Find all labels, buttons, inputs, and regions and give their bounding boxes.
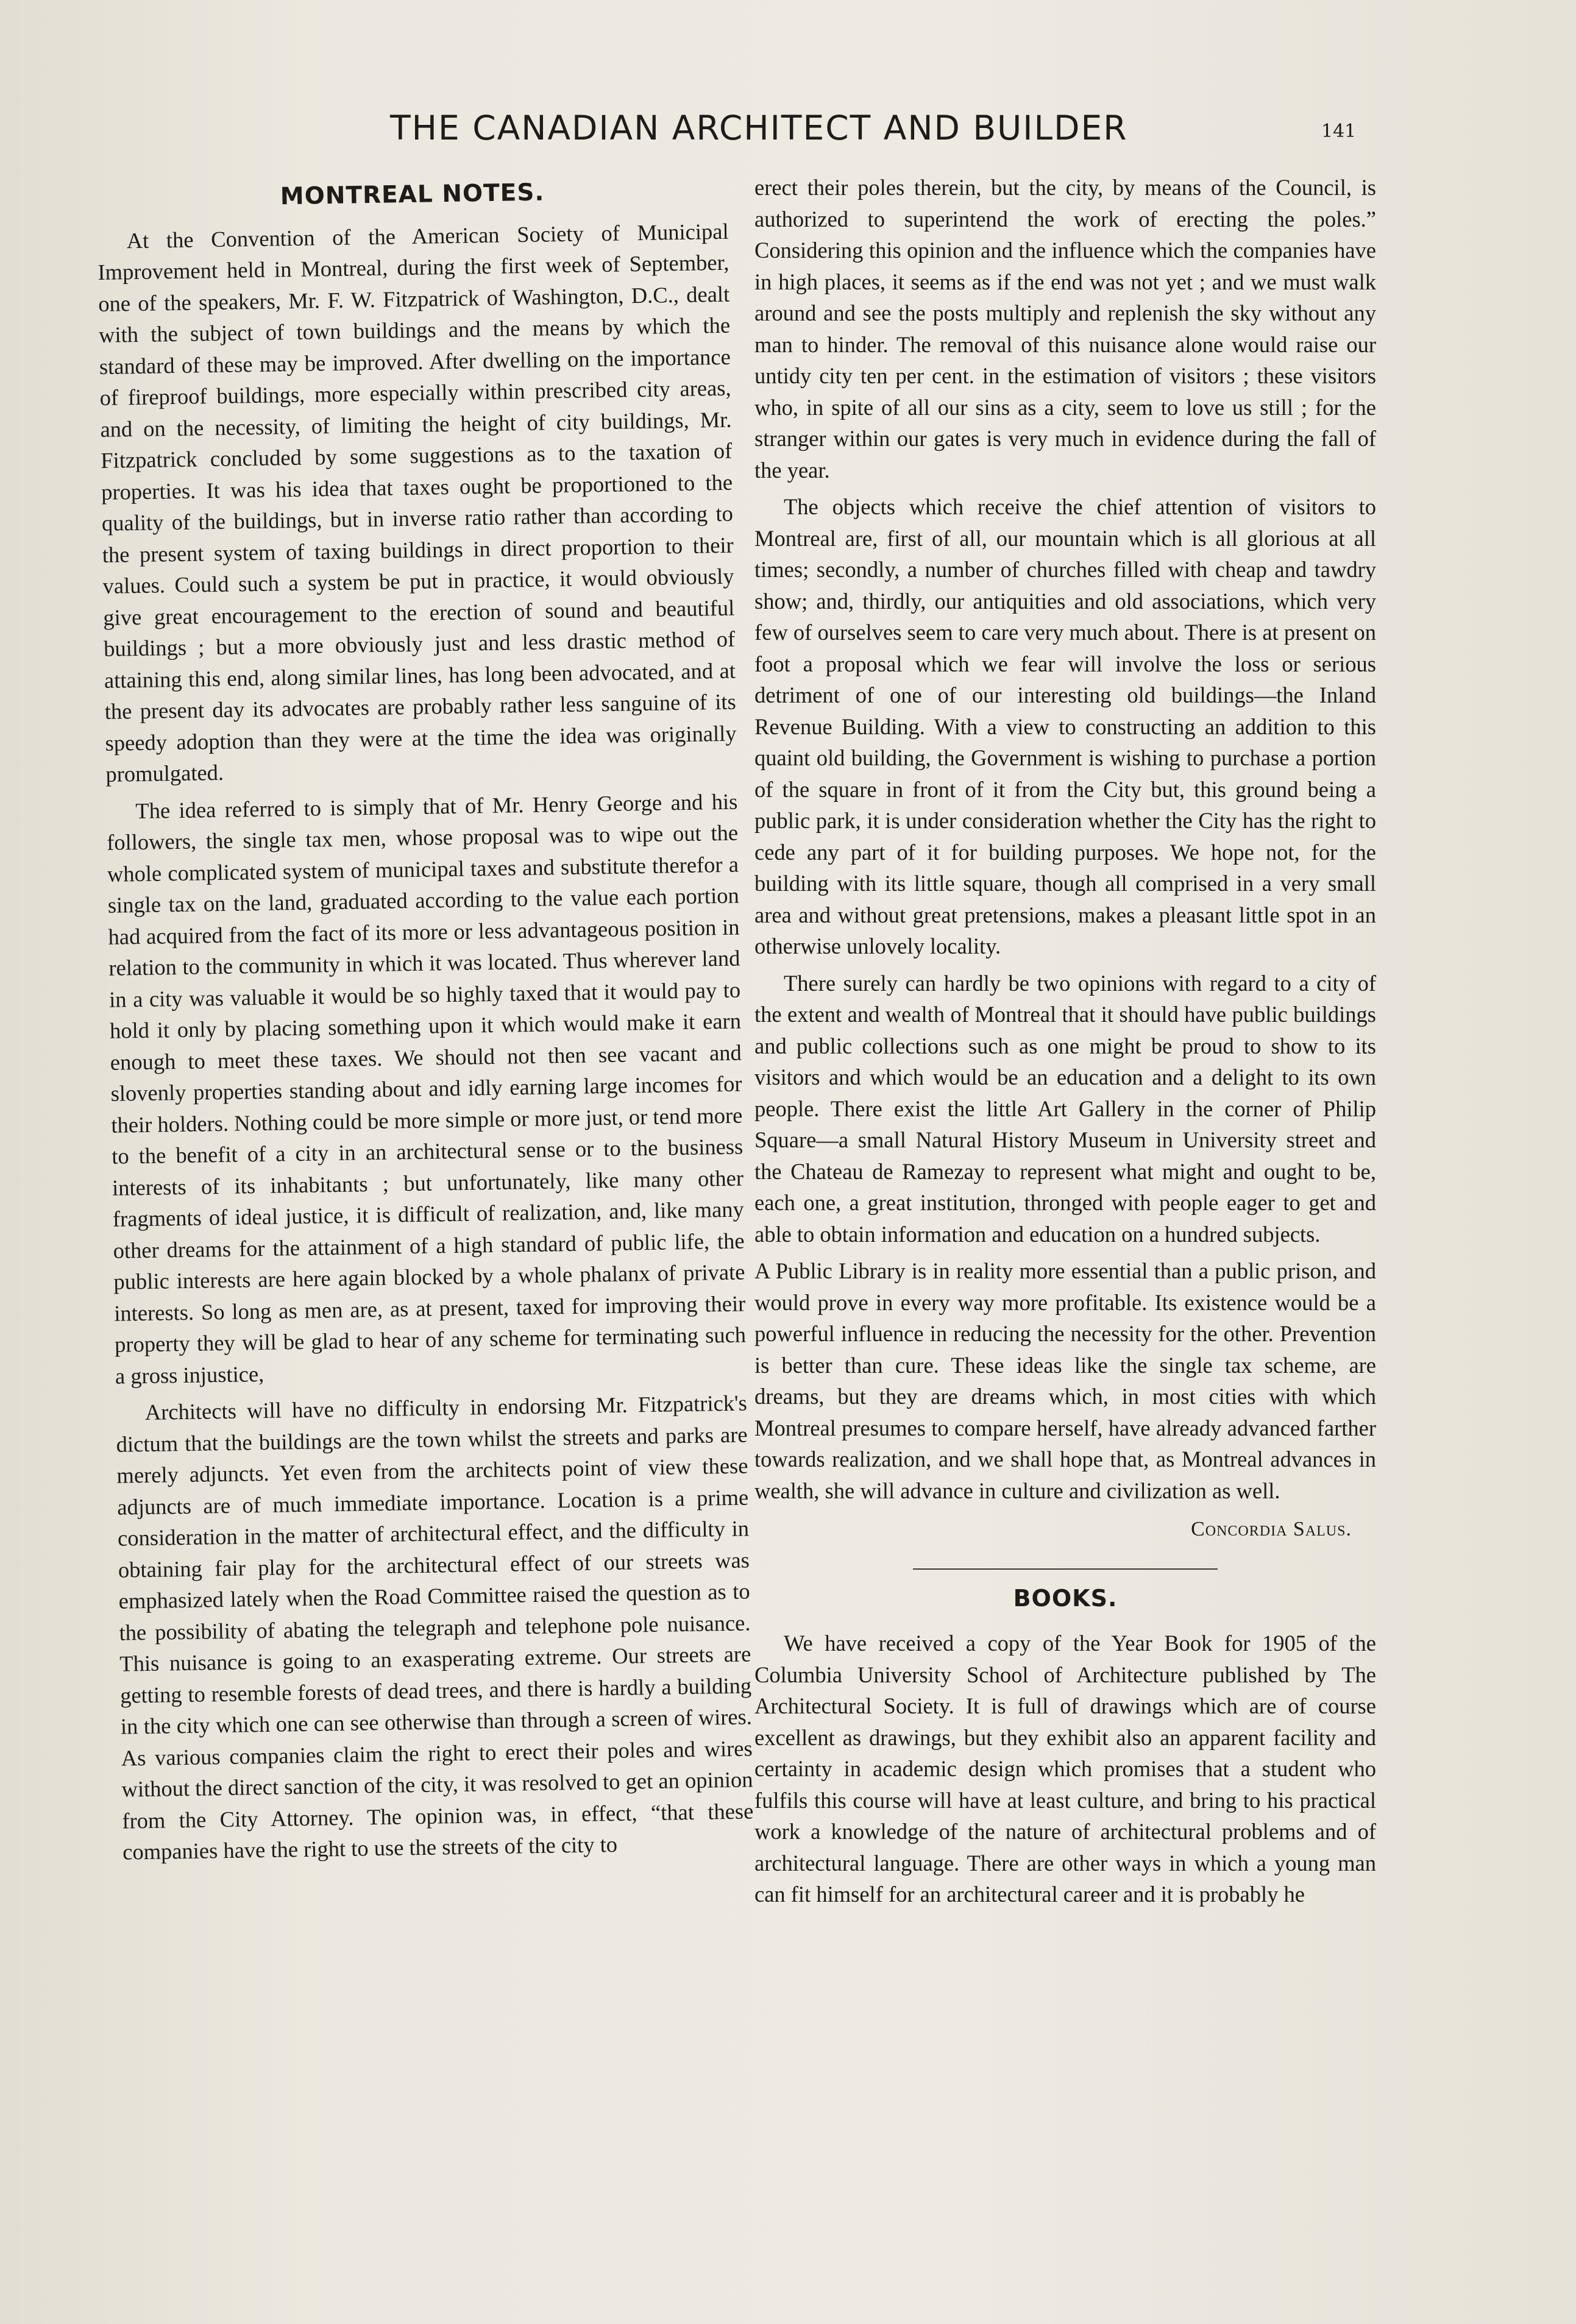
right-column [754, 172, 1376, 1910]
running-header-title: THE CANADIAN ARCHITECT AND BUILDER [390, 108, 1128, 147]
books-paragraph: We have received a copy of the Year Book for 1905 of the Columbia University School of Architecture published by The Architectural Society. It is full of drawings which are of course excellent as drawings, but they exhibit also an apparent facility and certainty in academic design which promises that a student who fulfils this course will have at least culture, and bring to his practical work a knowledge of the nature of architectural problems and of architectural language. There are other ways in which a young man can fit himself for an architectural career and it is probably he [754, 1631, 1376, 1907]
article-heading-montreal-notes: MONTREAL NOTES. [280, 179, 545, 211]
article-paragraph: At the Convention of the American Society of Municipal Improvement held in Montreal, during the first week of September, one of the speakers, Mr. F. W. Fitzpatrick of Washington, D.C., dealt with the subject of town buildings and the means by which the standard of these may be improved. After dwelling on the importance of fireproof buildings, more especially within prescribed city areas, and on the necessity, of limiting the height of city buildings, Mr. Fitzpatrick concluded by some suggestions as to the taxation of properties. It was his idea that taxes ought be proportioned to the quality of the buildings, but in inverse ratio rather than according to the present system of taxing buildings in direct proportion to their values. Could such a system be put in practice, it would obviously give great encouragement to the erection of sound and beautiful buildings ; but a more obviously just and less drastic method of attaining this end, along similar lines, has long been advocated, and at the present day its advocates are probably rather less sanguine of its speedy adoption than they were at the time the idea was originally promulgated. [98, 218, 737, 787]
article-paragraph: There surely can hardly be two opinions with regard to a city of the extent and wealth of Montreal that it should have public buildings and public collections such as one might be proud to show to its visitors and which would be an education and a delight to its own people. There exist the little Art Gallery in the corner of Philip Square—a small Natural History Museum in University street and the Chateau de Ramezay to represent what might and ought to be, each one, a great institution, thronged with people eager to get and able to obtain information and education on a hundred subjects. [754, 970, 1376, 1247]
article-paragraph: Architects will have no difficulty in endorsing Mr. Fitzpatrick's dictum that the buildings are the town whilst the streets and parks are merely adjuncts. Yet even from the architects point of view these adjuncts are of much immediate importance. Location is a prime consideration in the matter of architectural effect, and the difficulty in obtaining fair play for the architectural effect of our streets was emphasized lately when the Road Committee raised the question as to the possibility of abating the telegraph and telephone pole nuisance. This nuisance is going to an exasperating extreme. Our streets are getting to resemble forests of dead trees, and there is hardly a building in the city which one can see otherwise than through a screen of wires. As various companies claim the right to erect their poles and wires without the direct sanction of the city, it was resolved to get an opinion from the City Attorney. The opinion was, in effect, “that these companies have the right to use the streets of the city to [116, 1390, 754, 1865]
left-column [96, 167, 754, 1868]
article-paragraph: A Public Library is in reality more essential than a public prison, and would prove in every way more profitable. Its existence would be a powerful influence in reducing the necessity for the other. Prevention is better than cure. These ideas like the single tax scheme, are dreams, but they are dreams which, in most cities with which Montreal presumes to compare herself, have already advanced farther towards realization, and we shall hope that, as Montreal advances in wealth, she will advance in culture and civilization as well. [754, 1258, 1376, 1503]
section-divider [913, 1568, 1218, 1570]
section-heading-books: BOOKS. [1013, 1584, 1118, 1612]
page-number: 141 [1321, 121, 1357, 142]
author-signature: Concordia Salus. [1191, 1518, 1352, 1540]
article-paragraph-continued: erect their poles therein, but the city, by means of the Council, is authorized to superintend the work of erecting the poles.” Considering this opinion and the influence which the companies have in high places, it seems as if the end was not yet ; and we must walk around and see the posts multiply and replenish the sky without any man to hinder. The removal of this nuisance alone would raise our untidy city ten per cent. in the estimation of visitors ; these visitors who, in spite of all our sins as a city, seem to love us still ; for the stranger within our gates is very much in evidence during the fall of the year. [754, 175, 1376, 483]
article-paragraph: The objects which receive the chief attention of visitors to Montreal are, first of all, our mountain which is all glorious at all times; secondly, a number of churches filled with cheap and tawdry show; and, thirdly, our antiquities and old associations, which very few of ourselves seem to care very much about. There is at present on foot a proposal which we fear will involve the loss or serious detriment of one of our interesting old buildings—the Inland Revenue Building. With a view to constructing an addition to this quaint old building, the Government is wishing to purchase a portion of the square in front of it from the City but, this ground being a public park, it is under consideration whether the City has the right to cede any part of it for building purposes. We hope not, for the building with its little square, though all comprised in a very small area and without great pretensions, makes a pleasant little spot in an otherwise unlovely locality. [754, 494, 1376, 958]
article-paragraph: The idea referred to is simply that of Mr. Henry George and his followers, the single tax men, whose proposal was to wipe out the whole complicated system of municipal taxes and substitute therefor a single tax on the land, graduated according to the value each portion had acquired from the fact of its more or less advantageous position in relation to the community in which it was located. Thus wherever land in a city was valuable it would be so highly taxed that it would pay to hold it only by placing something upon it which would make it earn enough to meet these taxes. We should not then see vacant and slovenly properties standing about and idly earning large incomes for their holders. Nothing could be more simple or more just, or tend more to the benefit of a city in an architectural sense or to the business interests of its inhabitants ; but unfortunately, like many other fragments of ideal justice, it is difficult of realization, and, like many other dreams for the attainment of a high standard of public life, the public interests are here again blocked by a whole phalanx of private interests. So long as men are, as at present, taxed for improving their property they will be glad to hear of any scheme for terminating such a gross injustice, [106, 788, 747, 1389]
